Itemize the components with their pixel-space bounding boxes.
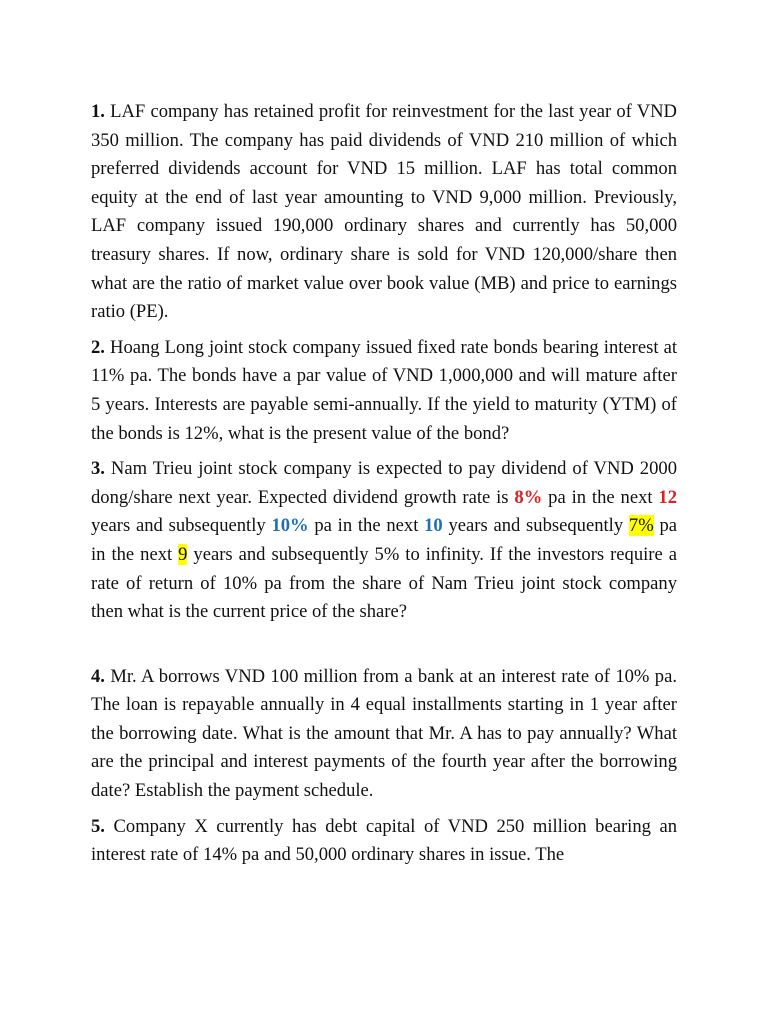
question-4: [91, 663, 677, 806]
growth-rate-1: 8%: [514, 486, 543, 508]
question-text: Company X currently has debt capital of VND 250 million bearing an interest rate of 14% pa and 50,000 ordinary shares in issue. The: [91, 815, 677, 866]
question-number: 3.: [91, 458, 105, 480]
question-text: Mr. A borrows VND 100 million from a bank at an interest rate of 10% pa. The loan is repayable annually in 4 equal installments starting in 1 year after the borrowing date. What is the amount that Mr. A has to pay annually? What are the principal and interest payments of the fourth year after the borrowing date? Establish the payment schedule.: [91, 665, 677, 802]
question-text: pa in the next: [308, 515, 425, 537]
question-number: 2.: [91, 336, 105, 358]
question-number: 1.: [91, 101, 105, 122]
question-1: [91, 98, 677, 327]
question-text: pa in the next: [91, 515, 678, 565]
question-3: [91, 455, 677, 627]
growth-period-3: 9: [178, 543, 188, 565]
question-number: 4.: [91, 665, 105, 687]
question-5: [91, 813, 677, 870]
growth-period-1: 12: [658, 486, 678, 508]
question-text: years and subsequently: [442, 515, 629, 537]
growth-period-2: 10: [424, 515, 443, 537]
question-text: Hoang Long joint stock company issued fixed rate bonds bearing interest at 11% pa. The bonds have a par value of VND 1,000,000 and will mature after 5 years. Interests are payable semi-annually. If the yield to maturity (YTM) of the bonds is 12%, what is the present value of the bond?: [91, 336, 677, 444]
growth-rate-2: 10%: [271, 515, 309, 537]
question-2: [91, 334, 677, 448]
question-text: LAF company has retained profit for reinvestment for the last year of VND 350 million. The company has paid dividends of VND 210 million of which preferred dividends account for VND 15 million. LAF has total common equity at the end of last year amounting to VND 9,000 million. Previously, LAF company issued 190,000 ordinary shares and currently has 50,000 treasury shares. If now, ordinary share is sold for VND 120,000/share then what are the ratio of market value over book value (MB) and price to earnings ratio (PE).: [91, 101, 677, 323]
question-text: Nam Trieu joint stock company is expected to pay dividend of VND 2000 dong/share next year. Expected dividend growth rate is: [91, 458, 677, 508]
question-text: years and subsequently: [91, 515, 272, 537]
question-text: pa in the next: [542, 486, 659, 508]
question-list: [91, 98, 677, 877]
growth-rate-3: 7%: [628, 515, 654, 537]
question-text: years and subsequently 5% to infinity. If the investors require a rate of return of 10% pa from the share of Nam Trieu joint stock company then what is the current price of the share?: [91, 543, 677, 623]
question-number: 5.: [91, 815, 105, 837]
